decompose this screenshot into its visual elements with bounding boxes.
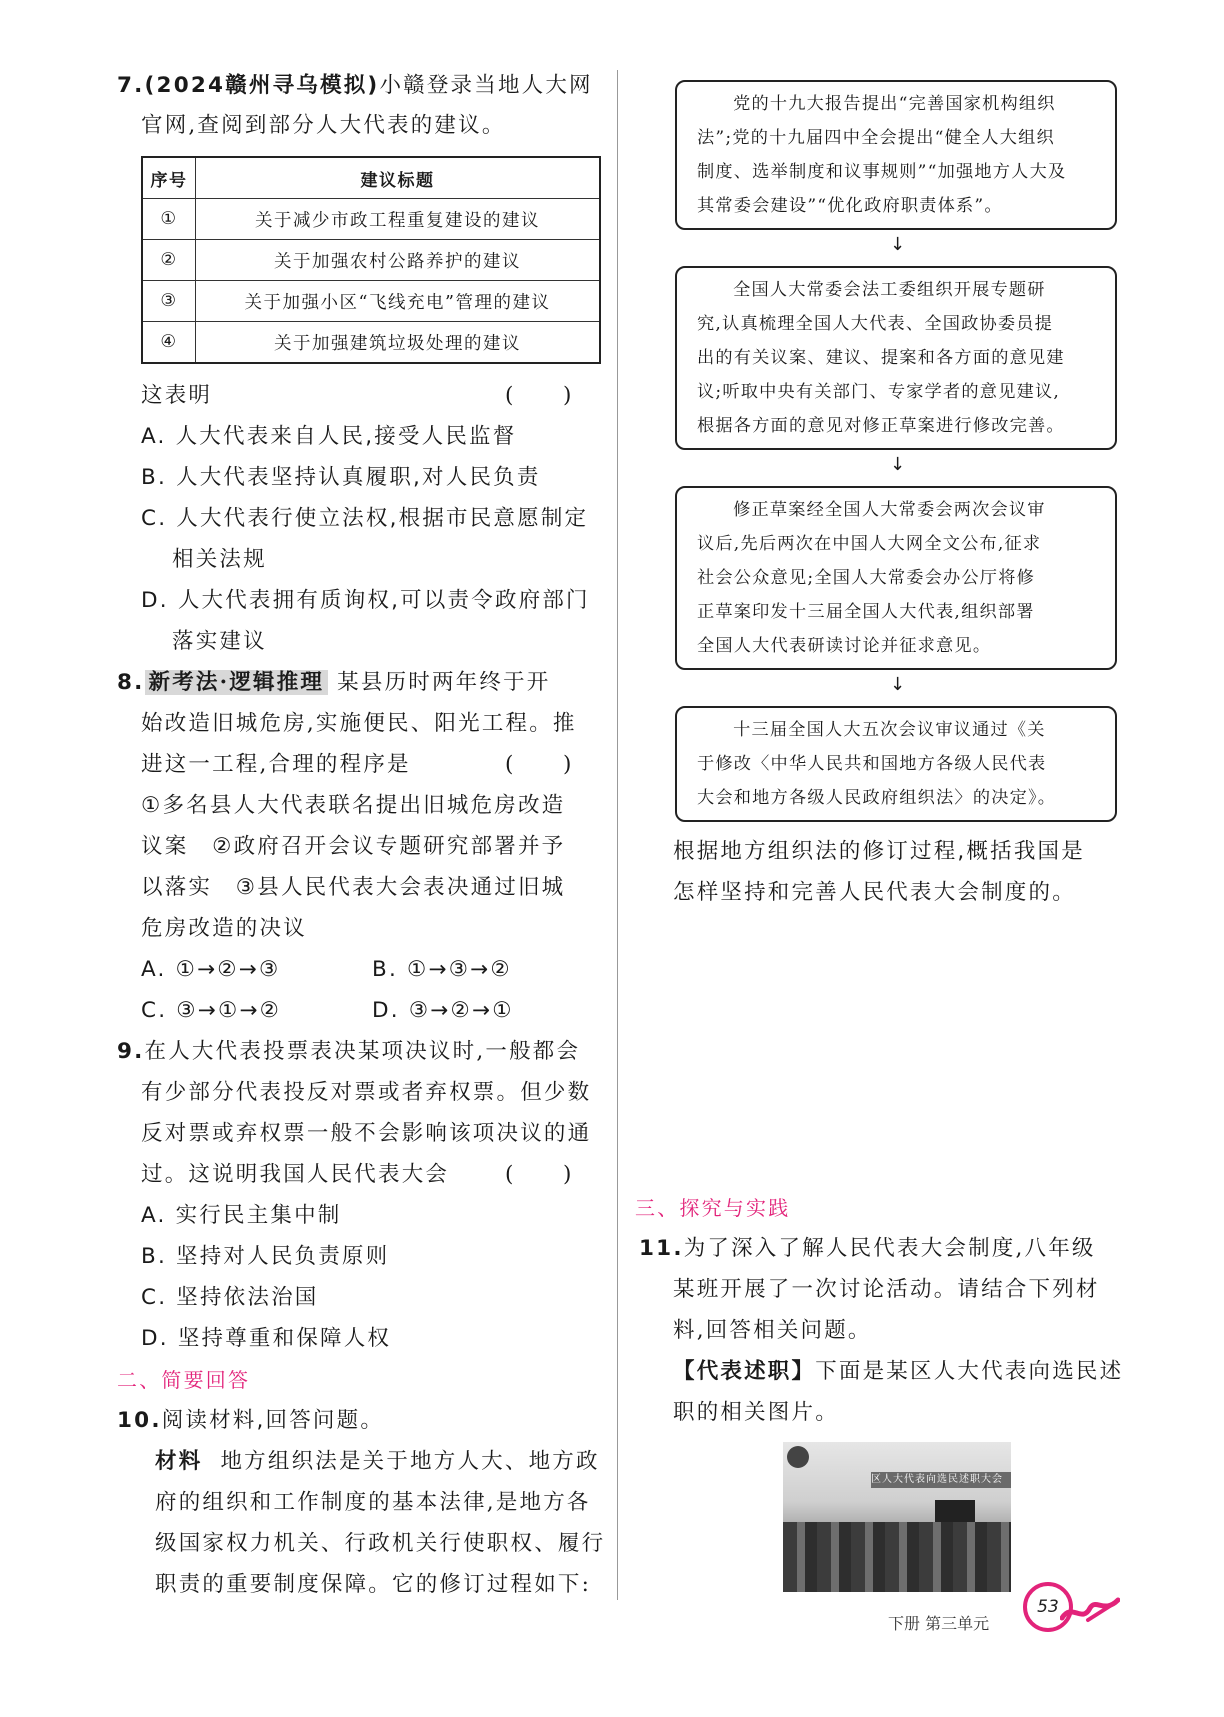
q8-text: 某县历时两年终于开	[337, 670, 551, 695]
suggestion-table	[141, 156, 601, 364]
flow-box-1-line: 其常委会建设”“优化政府职责体系”。	[697, 196, 1003, 216]
q9-line-2: 有少部分代表投反对票或者弃权票。但少数	[141, 1080, 592, 1105]
q10-material-line-3: 级国家权力机关、行政机关行使职权、履行	[155, 1531, 606, 1556]
page-number: 53	[1023, 1582, 1073, 1632]
q7-option-b[interactable]: B. 人大代表坚持认真履职,对人民负责	[141, 465, 541, 490]
flow-box-3-line: 正草案印发十三届全国人大代表,组织部署	[697, 602, 1035, 622]
flow-box-3-line: 社会公众意见;全国人大常委会办公厅将修	[697, 568, 1035, 588]
q10-material-line-1	[155, 1448, 600, 1476]
q7-number: 7.	[117, 73, 145, 98]
row-index: ②	[142, 240, 196, 281]
q11-tag-text: 下面是某区人大代表向选民述	[815, 1359, 1124, 1384]
row-index: ③	[142, 281, 196, 322]
flow-box-2-line: 全国人大常委会法工委组织开展专题研	[733, 280, 1046, 300]
q7-option-c-cont: 相关法规	[172, 547, 267, 572]
q8-line-6: 以落实 ③县人民代表大会表决通过旧城	[141, 875, 566, 900]
flow-box-2-line: 出的有关议案、建议、提案和各方面的意见建	[697, 348, 1065, 368]
q7-option-a[interactable]: A. 人大代表来自人民,接受人民监督	[141, 424, 517, 449]
flow-box-1-line: 党的十九大报告提出“完善国家机构组织	[733, 94, 1056, 114]
flow-box-4-line: 于修改〈中华人民共和国地方各级人民代表	[697, 754, 1047, 774]
q7-option-c[interactable]: C. 人大代表行使立法权,根据市民意愿制定	[141, 506, 589, 531]
q9-line-1	[117, 1038, 580, 1066]
table-row	[142, 322, 600, 364]
q11-number: 11.	[639, 1236, 684, 1261]
q9-option-c[interactable]: C. 坚持依法治国	[141, 1285, 319, 1310]
flow-box-3-line: 全国人大代表研读讨论并征求意见。	[697, 636, 992, 656]
q9-number: 9.	[117, 1039, 145, 1064]
flow-box-1-line: 法”;党的十九届四中全会提出“健全人大组织	[697, 128, 1055, 148]
q7-source: (2024赣州寻乌模拟)	[144, 73, 380, 98]
row-index: ①	[142, 199, 196, 240]
q10-material-line-2: 府的组织和工作制度的基本法律,是地方各	[155, 1490, 591, 1515]
q10-number: 10.	[117, 1408, 162, 1433]
flow-box-1-line: 制度、选举制度和议事规则”“加强地方人大及	[697, 162, 1067, 182]
row-title: 关于加强建筑垃圾处理的建议	[196, 322, 601, 364]
q7-answer-paren[interactable]: ( )	[505, 383, 574, 408]
flow-box-3-line: 议后,先后两次在中国人大网全文公布,征求	[697, 534, 1042, 554]
q11-text: 为了深入了解人民代表大会制度,八年级	[683, 1236, 1096, 1261]
q11-line-2: 某班开展了一次讨论活动。请结合下列材	[673, 1277, 1100, 1302]
flow-arrow-down-icon: ↓	[890, 454, 906, 475]
section-heading-inquiry: 三、探究与实践	[635, 1196, 791, 1220]
q8-line-2: 始改造旧城危房,实施便民、阳光工程。推	[141, 711, 577, 736]
flow-box-3-line: 修正草案经全国人大常委会两次会议审	[733, 500, 1046, 520]
q10-question-line-2: 怎样坚持和完善人民代表大会制度的。	[673, 880, 1076, 905]
header-title: 建议标题	[196, 157, 601, 199]
flow-box-2-line: 根据各方面的意见对修正草案进行修改完善。	[697, 416, 1065, 436]
row-title: 关于减少市政工程重复建设的建议	[196, 199, 601, 240]
q8-line-1	[117, 669, 550, 697]
flow-box-4	[675, 706, 1117, 822]
meeting-photo	[783, 1442, 1011, 1592]
material-label: 材料	[155, 1449, 203, 1474]
flow-box-4-line: 大会和地方各级人民政府组织法〉的决定》。	[697, 788, 1057, 808]
q11-tag: 【代表述职】	[673, 1359, 816, 1384]
q8-line-5: 议案 ②政府召开会议专题研究部署并予	[141, 834, 566, 859]
q8-answer-paren[interactable]: ( )	[505, 752, 574, 777]
decorative-swoosh-icon	[1060, 1592, 1120, 1626]
q8-option-b[interactable]: B. ①→③→②	[372, 957, 512, 982]
q8-number: 8.	[117, 670, 145, 695]
flow-arrow-down-icon: ↓	[890, 234, 906, 255]
q8-line-7: 危房改造的决议	[141, 916, 307, 941]
q7-stem-text: 小赣登录当地人大网	[379, 73, 593, 98]
row-index: ④	[142, 322, 196, 364]
q8-option-d[interactable]: D. ③→②→①	[372, 998, 514, 1023]
emblem-icon	[787, 1446, 809, 1468]
table-row	[142, 240, 600, 281]
flow-box-3	[675, 486, 1117, 670]
table-header-row	[142, 157, 600, 199]
table-row	[142, 199, 600, 240]
q7-line-1	[117, 72, 593, 100]
q8-option-a[interactable]: A. ①→②→③	[141, 957, 281, 982]
column-divider	[617, 70, 618, 1600]
q9-line-4: 过。这说明我国人民代表大会	[141, 1162, 450, 1187]
q11-line-4	[673, 1358, 1123, 1386]
flow-arrow-down-icon: ↓	[890, 674, 906, 695]
q9-option-a[interactable]: A. 实行民主集中制	[141, 1203, 342, 1228]
flow-box-1	[675, 80, 1117, 230]
q10-text: 阅读材料,回答问题。	[161, 1408, 385, 1433]
q10-material-line-4: 职责的重要制度保障。它的修订过程如下:	[155, 1572, 592, 1597]
q10-question-line-1: 根据地方组织法的修订过程,概括我国是	[673, 839, 1085, 864]
q8-line-4: ①多名县人大代表联名提出旧城危房改造	[141, 793, 566, 818]
q7-line-2: 官网,查阅到部分人大代表的建议。	[141, 113, 506, 138]
q9-answer-paren[interactable]: ( )	[505, 1162, 574, 1187]
photo-banner-text: 区人大代表向选民述职大会	[871, 1472, 1011, 1488]
q9-text: 在人大代表投票表决某项决议时,一般都会	[144, 1039, 581, 1064]
q7-prompt: 这表明	[141, 383, 213, 408]
q7-option-d-cont: 落实建议	[172, 629, 267, 654]
row-title: 关于加强农村公路养护的建议	[196, 240, 601, 281]
header-index: 序号	[142, 157, 196, 199]
q8-tag: 新考法·逻辑推理	[145, 670, 329, 695]
flow-box-2-line: 议;听取中央有关部门、专家学者的意见建议,	[697, 382, 1061, 402]
q9-option-d[interactable]: D. 坚持尊重和保障人权	[141, 1326, 392, 1351]
material-text: 地方组织法是关于地方人大、地方政	[220, 1449, 600, 1474]
q8-option-c[interactable]: C. ③→①→②	[141, 998, 282, 1023]
q8-line-3: 进这一工程,合理的程序是	[141, 752, 411, 777]
q9-line-3: 反对票或弃权票一般不会影响该项决议的通	[141, 1121, 592, 1146]
q11-line-5: 职的相关图片。	[673, 1400, 839, 1425]
flow-box-2	[675, 266, 1117, 450]
flow-box-2-line: 究,认真梳理全国人大代表、全国政协委员提	[697, 314, 1054, 334]
q9-option-b[interactable]: B. 坚持对人民负责原则	[141, 1244, 390, 1269]
q11-line-3: 料,回答相关问题。	[673, 1318, 872, 1343]
q11-line-1	[639, 1235, 1096, 1263]
flow-box-4-line: 十三届全国人大五次会议审议通过《关	[733, 720, 1046, 740]
row-title: 关于加强小区“飞线充电”管理的建议	[196, 281, 601, 322]
table-row	[142, 281, 600, 322]
section-heading-short-answer: 二、简要回答	[117, 1368, 251, 1392]
audience-crowd	[783, 1522, 1011, 1592]
footer-unit-label: 下册 第三单元	[888, 1614, 990, 1633]
q10-line-1	[117, 1407, 384, 1435]
q7-option-d[interactable]: D. 人大代表拥有质询权,可以责令政府部门	[141, 588, 590, 613]
